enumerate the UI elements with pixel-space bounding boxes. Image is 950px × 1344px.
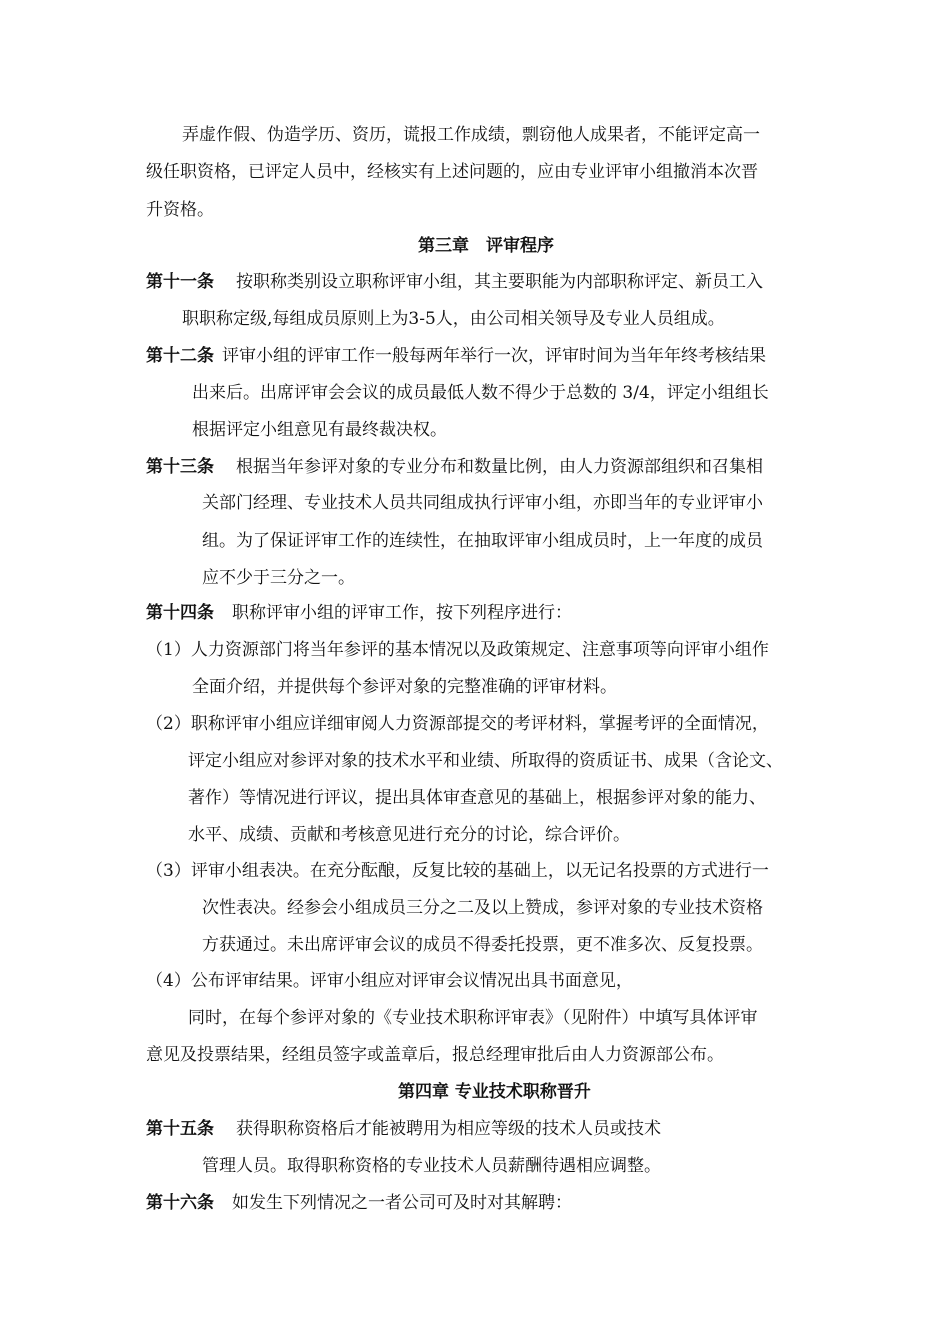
article-15-line-1: 获得职称资格后才能被聘用为相应等级的技术人员或技术 (236, 1119, 661, 1139)
article-13-line-4: 应不少于三分之一。 (202, 568, 355, 588)
item-2-line-1: （2）职称评审小组应详细审阅人力资源部提交的考评材料，掌握考评的全面情况， (146, 714, 769, 734)
item-2-line-2: 评定小组应对参评对象的技术水平和业绩、所取得的资质证书、成果（含论文、 (188, 751, 783, 771)
article-13-line-2: 关部门经理、专业技术人员共同组成执行评审小组，亦即当年的专业评审小 (202, 493, 763, 513)
chapter-3-heading: 第三章 评审程序 (418, 236, 554, 256)
item-4-line-3: 意见及投票结果，经组员签字或盖章后，报总经理审批后由人力资源部公布。 (146, 1045, 724, 1065)
intro-line-1: 弄虚作假、伪造学历、资历，谎报工作成绩，剽窃他人成果者，不能评定高一 (182, 125, 760, 145)
article-14-line-1: 职称评审小组的评审工作，按下列程序进行： (232, 603, 572, 623)
article-13-line-1: 根据当年参评对象的专业分布和数量比例，由人力资源部组织和召集相 (236, 457, 763, 477)
chapter-4-heading: 第四章 专业技术职称晋升 (398, 1082, 591, 1102)
item-2-line-3: 著作）等情况进行评议，提出具体审查意见的基础上，根据参评对象的能力、 (188, 788, 766, 808)
article-14 (146, 602, 572, 624)
item-3-line-2: 次性表决。经参会小组成员三分之二及以上赞成，参评对象的专业技术资格 (202, 898, 763, 918)
item-3-line-1: （3）评审小组表决。在充分酝酿，反复比较的基础上，以无记名投票的方式进行一 (146, 861, 769, 881)
article-15-line-2: 管理人员。取得职称资格的专业技术人员薪酬待遇相应调整。 (202, 1156, 661, 1176)
item-4-line-1: （4）公布评审结果。评审小组应对评审会议情况出具书面意见， (146, 971, 633, 991)
article-12-line-2: 出来后。出席评审会会议的成员最低人数不得少于总数的 3/4，评定小组组长 (192, 383, 769, 403)
article-13-line-3: 组。为了保证评审工作的连续性，在抽取评审小组成员时，上一年度的成员 (202, 531, 763, 551)
item-2-line-4: 水平、成绩、贡献和考核意见进行充分的讨论，综合评价。 (188, 825, 630, 845)
article-14-label: 第十四条 (146, 603, 214, 623)
article-11 (146, 271, 763, 293)
item-1-line-2: 全面介绍，并提供每个参评对象的完整准确的评审材料。 (192, 677, 617, 697)
article-11-line-2: 职职称定级,每组成员原则上为3-5人，由公司相关领导及专业人员组成。 (182, 309, 725, 329)
article-16 (146, 1192, 572, 1214)
article-12-label: 第十二条 (146, 346, 214, 366)
intro-line-2: 级任职资格，已评定人员中，经核实有上述问题的，应由专业评审小组撤消本次晋 (146, 162, 758, 182)
article-12-line-1: 评审小组的评审工作一般每两年举行一次，评审时间为当年年终考核结果 (222, 346, 766, 366)
article-12 (146, 345, 766, 367)
article-11-label: 第十一条 (146, 272, 214, 292)
article-15 (146, 1118, 661, 1140)
article-16-line-1: 如发生下列情况之一者公司可及时对其解聘： (232, 1193, 572, 1213)
article-13-label: 第十三条 (146, 457, 214, 477)
article-11-line-1: 按职称类别设立职称评审小组，其主要职能为内部职称评定、新员工入 (236, 272, 763, 292)
article-12-line-3: 根据评定小组意见有最终裁决权。 (192, 420, 447, 440)
item-4-line-2: 同时，在每个参评对象的《专业技术职称评审表》（见附件）中填写具体评审 (188, 1008, 758, 1028)
article-15-label: 第十五条 (146, 1119, 214, 1139)
item-3-line-3: 方获通过。未出席评审会议的成员不得委托投票，更不准多次、反复投票。 (202, 935, 763, 955)
article-13 (146, 456, 763, 478)
article-16-label: 第十六条 (146, 1193, 214, 1213)
item-1-line-1: （1）人力资源部门将当年参评的基本情况以及政策规定、注意事项等向评审小组作 (146, 640, 769, 660)
intro-line-3: 升资格。 (146, 200, 214, 220)
